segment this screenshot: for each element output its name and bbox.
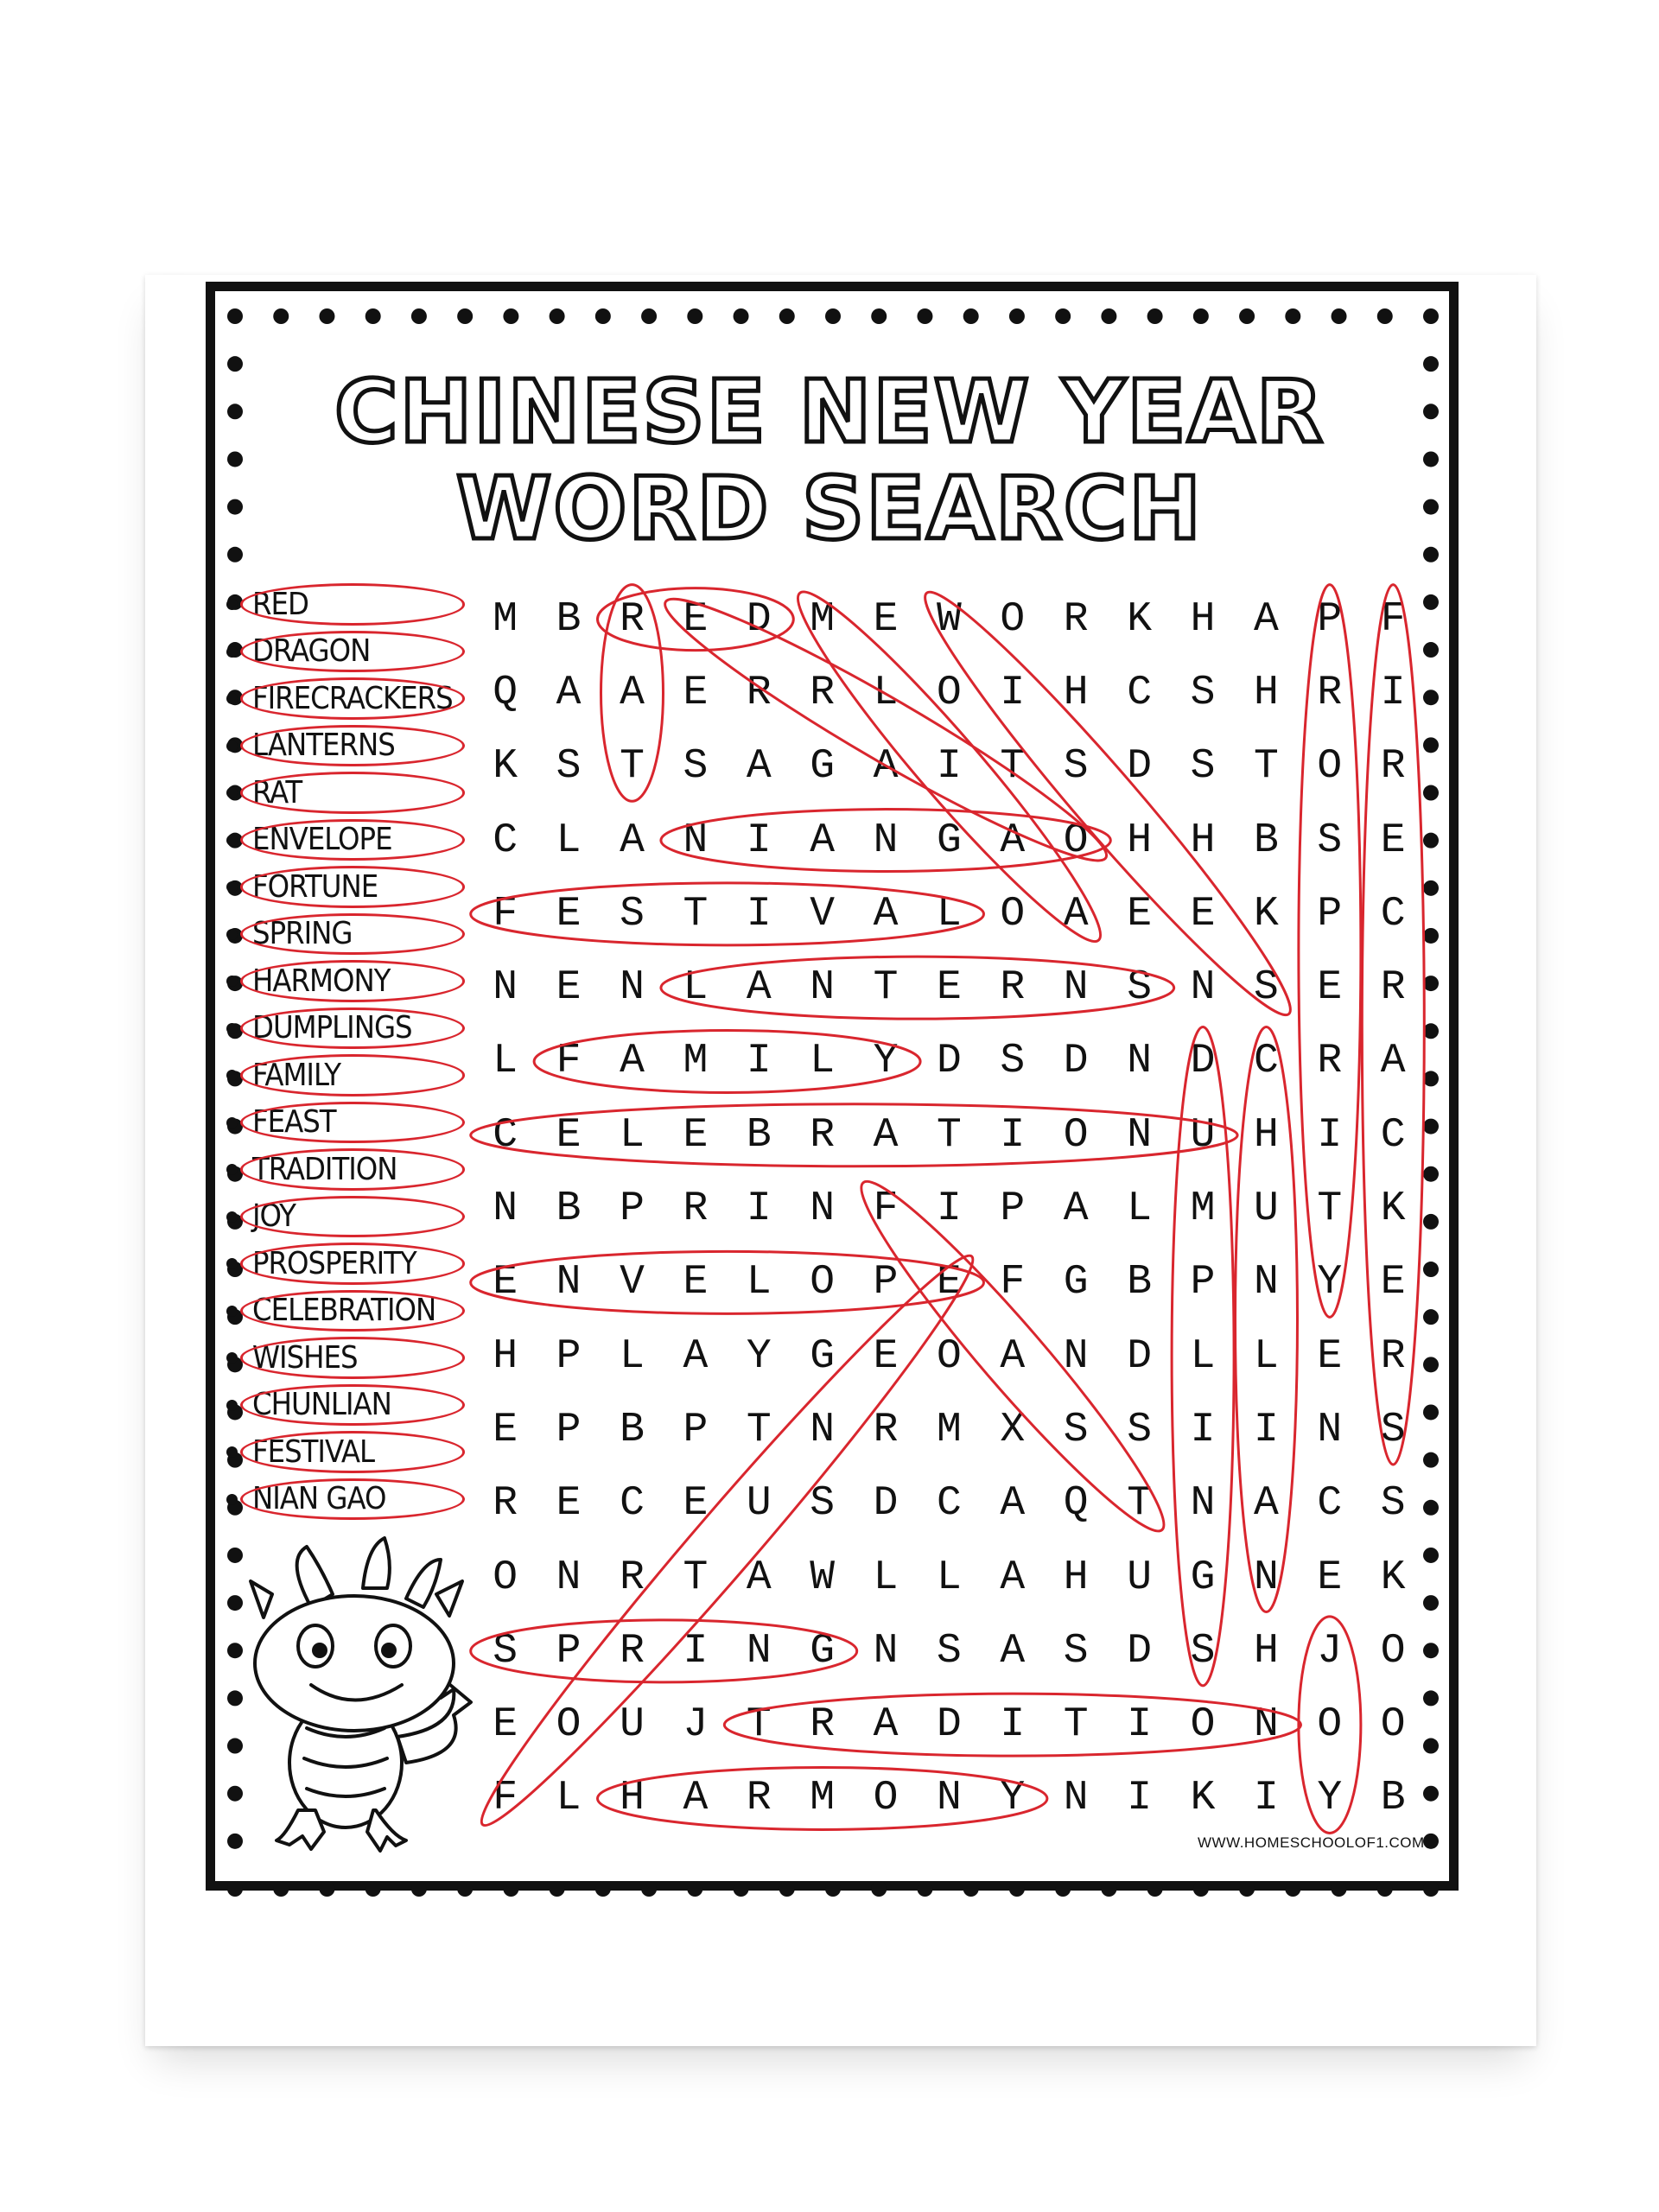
grid-letter: M [683,1038,709,1085]
grid-letter: S [1380,1406,1406,1453]
grid-letter: P [683,1406,709,1453]
grid-letter: A [1253,1480,1279,1528]
grid-letter: N [493,1185,518,1233]
grid-letter: T [937,1111,962,1159]
dragon-ear-right [436,1581,462,1616]
grid-letter: M [810,1775,836,1822]
grid-letter: L [746,1259,772,1306]
grid-letter: E [556,964,582,1012]
word-list-label: WISHES [252,1339,358,1376]
grid-letter: F [493,1775,518,1822]
grid-letter: R [620,1554,645,1601]
grid-letter: L [873,1554,899,1601]
grid-letter: H [1190,595,1216,643]
grid-letter: Y [746,1332,772,1380]
grid-letter: I [1253,1775,1279,1822]
grid-letter: I [1253,1406,1279,1453]
grid-letter: L [937,890,962,938]
word-list-label: FESTIVAL [252,1433,375,1470]
grid-letter: O [1317,743,1343,791]
grid-letter: R [620,1627,645,1675]
grid-letter: K [1190,1775,1216,1822]
grid-letter: O [556,1701,582,1749]
grid-letter: E [937,1259,962,1306]
grid-letter: D [1127,1332,1152,1380]
word-list-label: NIAN GAO [252,1481,386,1517]
grid-letter: H [1063,1554,1089,1601]
grid-letter: C [493,817,518,864]
grid-letter: Y [1317,1775,1343,1822]
grid-letter: E [1317,1554,1343,1601]
word-list-label: SPRING [252,916,353,952]
grid-letter: H [1253,1111,1279,1159]
grid-letter: N [810,964,836,1012]
word-list-label: LANTERNS [252,728,395,764]
grid-letter: H [1253,669,1279,716]
grid-letter: I [1000,669,1026,716]
grid-letter: I [1190,1406,1216,1453]
grid-letter: A [1000,1480,1026,1528]
grid-letter: G [937,817,962,864]
grid-letter: S [1190,1627,1216,1675]
grid-letter: M [493,595,518,643]
grid-letter: M [810,595,836,643]
word-list-label: FORTUNE [252,868,378,905]
grid-letter: N [1063,1775,1089,1822]
grid-letter: F [1000,1259,1026,1306]
grid-letter: E [683,1259,709,1306]
grid-letter: S [1063,1627,1089,1675]
grid-letter: T [1317,1185,1343,1233]
grid-letter: R [746,1775,772,1822]
grid-letter: S [810,1480,836,1528]
grid-letter: N [1127,1111,1152,1159]
grid-letter: I [746,1038,772,1085]
grid-letter: L [620,1111,645,1159]
grid-letter: R [810,669,836,716]
grid-letter: E [683,1480,709,1528]
word-list-label: TRADITION [252,1151,397,1187]
grid-letter: O [937,1332,962,1380]
grid-letter: T [746,1701,772,1749]
grid-letter: X [1000,1406,1026,1453]
dragon-right-horn [406,1560,441,1607]
grid-letter: E [873,1332,899,1380]
grid-letter: L [556,1775,582,1822]
grid-letter: D [937,1038,962,1085]
grid-letter: I [746,890,772,938]
grid-letter: B [1127,1259,1152,1306]
grid-letter: K [1380,1185,1406,1233]
grid-letter: A [1063,1185,1089,1233]
grid-letter: I [683,1627,709,1675]
grid-letter: N [810,1185,836,1233]
grid-letter: Q [493,669,518,716]
grid-letter: M [1190,1185,1216,1233]
grid-letter: O [1317,1701,1343,1749]
grid-letter: E [937,964,962,1012]
grid-letter: C [1317,1480,1343,1528]
grid-letter: O [1063,1111,1089,1159]
grid-letter: W [937,595,962,643]
dragon-right-foot [367,1810,406,1851]
grid-letter: D [937,1701,962,1749]
grid-letter: M [937,1406,962,1453]
grid-letter: R [1317,669,1343,716]
grid-letter: L [493,1038,518,1085]
grid-letter: E [556,890,582,938]
grid-letter: I [746,1185,772,1233]
word-list-label: FEAST [252,1104,336,1141]
grid-letter: C [1127,669,1152,716]
grid-letter: I [1380,669,1406,716]
grid-letter: F [873,1185,899,1233]
grid-letter: E [556,1111,582,1159]
grid-letter: I [1127,1775,1152,1822]
grid-letter: Y [1317,1259,1343,1306]
grid-letter: G [1190,1554,1216,1601]
grid-letter: R [1317,1038,1343,1085]
word-list-label: HARMONY [252,963,391,999]
grid-letter: U [1127,1554,1152,1601]
grid-letter: R [1063,595,1089,643]
grid-letter: E [1380,1259,1406,1306]
grid-letter: E [1380,817,1406,864]
grid-letter: G [1063,1259,1089,1306]
grid-letter: E [1317,1332,1343,1380]
word-list-label: PROSPERITY [252,1245,416,1281]
grid-letter: L [937,1554,962,1601]
grid-letter: T [620,743,645,791]
grid-letter: D [1190,1038,1216,1085]
dragon-middle-horn [363,1538,390,1588]
word-list-label: FIRECRACKERS [252,680,453,716]
grid-letter: C [620,1480,645,1528]
grid-letter: N [1317,1406,1343,1453]
grid-letter: I [937,743,962,791]
grid-letter: K [493,743,518,791]
grid-letter: O [493,1554,518,1601]
grid-letter: R [810,1701,836,1749]
grid-letter: S [1000,1038,1026,1085]
grid-letter: E [683,595,709,643]
grid-letter: O [810,1259,836,1306]
grid-letter: R [1380,964,1406,1012]
grid-letter: L [556,817,582,864]
grid-letter: N [873,817,899,864]
dragon-head [255,1596,454,1731]
grid-letter: I [1000,1111,1026,1159]
grid-letter: G [810,1627,836,1675]
grid-letter: T [746,1406,772,1453]
grid-letter: L [1127,1185,1152,1233]
grid-letter: P [1000,1185,1026,1233]
grid-letter: U [1190,1111,1216,1159]
grid-letter: R [620,595,645,643]
grid-letter: N [556,1554,582,1601]
grid-letter: N [1063,964,1089,1012]
grid-letter: S [493,1627,518,1675]
dragon-left-foot [276,1810,324,1849]
grid-letter: F [556,1038,582,1085]
grid-letter: R [1000,964,1026,1012]
grid-letter: N [683,817,709,864]
grid-letter: O [1000,595,1026,643]
grid-letter: T [683,1554,709,1601]
grid-letter: A [620,1038,645,1085]
grid-letter: O [937,669,962,716]
grid-letter: A [1000,1554,1026,1601]
title-line-1: CHINESE NEW YEAR [334,361,1325,462]
grid-letter: R [810,1111,836,1159]
grid-letter: P [556,1332,582,1380]
grid-letter: O [873,1775,899,1822]
grid-letter: A [746,964,772,1012]
grid-letter: Q [1063,1480,1089,1528]
grid-letter: A [1063,890,1089,938]
grid-letter: A [1000,1627,1026,1675]
grid-letter: B [556,595,582,643]
grid-letter: N [873,1627,899,1675]
grid-letter: I [937,1185,962,1233]
grid-letter: R [873,1406,899,1453]
grid-letter: P [1317,595,1343,643]
grid-letter: S [1190,669,1216,716]
grid-letter: S [937,1627,962,1675]
grid-letter: B [620,1406,645,1453]
grid-letter: E [493,1701,518,1749]
grid-letter: A [1380,1038,1406,1085]
grid-letter: L [620,1332,645,1380]
grid-letter: S [1253,964,1279,1012]
grid-letter: N [1063,1332,1089,1380]
grid-letter: O [1380,1701,1406,1749]
grid-letter: B [556,1185,582,1233]
grid-letter: O [1063,817,1089,864]
grid-letter: R [493,1480,518,1528]
dragon-ear-left [251,1581,272,1618]
grid-letter: R [746,669,772,716]
grid-letter: J [683,1701,709,1749]
grid-letter: E [873,595,899,643]
grid-letter: S [1380,1480,1406,1528]
grid-letter: P [1190,1259,1216,1306]
grid-letter: R [1380,1332,1406,1380]
grid-letter: P [873,1259,899,1306]
word-list-label: JOY [252,1198,296,1235]
grid-letter: I [1000,1701,1026,1749]
grid-letter: Y [1000,1775,1026,1822]
grid-letter: U [620,1701,645,1749]
word-list-label: CELEBRATION [252,1293,436,1329]
grid-letter: H [493,1332,518,1380]
grid-letter: O [1380,1627,1406,1675]
grid-letter: U [746,1480,772,1528]
grid-letter: O [1000,890,1026,938]
grid-letter: G [810,1332,836,1380]
grid-letter: B [746,1111,772,1159]
grid-letter: E [683,1111,709,1159]
grid-letter: T [1063,1701,1089,1749]
grid-letter: U [1253,1185,1279,1233]
grid-letter: F [493,890,518,938]
website-footer: WWW.HOMESCHOOLOF1.COM [1198,1834,1425,1851]
grid-letter: S [1063,743,1089,791]
grid-letter: A [683,1775,709,1822]
grid-letter: C [493,1111,518,1159]
grid-letter: B [1253,817,1279,864]
word-list-label: RED [252,586,308,622]
grid-letter: L [873,669,899,716]
word-list-label: ENVELOPE [252,822,392,858]
grid-letter: N [937,1775,962,1822]
grid-letter: F [1380,595,1406,643]
grid-letter: A [556,669,582,716]
grid-letter: S [1317,817,1343,864]
word-list-label: RAT [252,774,302,810]
grid-letter: T [1127,1480,1152,1528]
grid-letter: S [1127,1406,1152,1453]
grid-letter: A [810,817,836,864]
grid-letter: V [620,1259,645,1306]
grid-letter: N [1190,964,1216,1012]
grid-letter: N [746,1627,772,1675]
grid-letter: D [1127,743,1152,791]
grid-letter: I [746,817,772,864]
grid-letter: H [1127,817,1152,864]
grid-letter: E [556,1480,582,1528]
grid-letter: A [1253,595,1279,643]
grid-letter: L [1190,1332,1216,1380]
word-list-label: FAMILY [252,1057,340,1093]
title-line-2: WORD SEARCH [456,458,1203,559]
grid-letter: C [1253,1038,1279,1085]
grid-letter: P [556,1627,582,1675]
grid-letter: I [1317,1111,1343,1159]
grid-letter: L [1253,1332,1279,1380]
grid-letter: N [1190,1480,1216,1528]
grid-letter: C [937,1480,962,1528]
grid-letter: E [683,669,709,716]
grid-letter: E [1317,964,1343,1012]
grid-letter: A [873,890,899,938]
grid-letter: Y [873,1038,899,1085]
grid-letter: L [810,1038,836,1085]
grid-letter: A [873,1701,899,1749]
grid-letter: T [873,964,899,1012]
grid-letter: P [1317,890,1343,938]
grid-letter: R [683,1185,709,1233]
grid-letter: K [1253,890,1279,938]
grid-letter: E [1127,890,1152,938]
grid-letter: P [556,1406,582,1453]
grid-letter: S [683,743,709,791]
grid-letter: A [1000,1332,1026,1380]
grid-letter: E [493,1406,518,1453]
grid-letter: B [1380,1775,1406,1822]
grid-letter: A [746,743,772,791]
grid-letter: H [620,1775,645,1822]
grid-letter: N [620,964,645,1012]
word-list-label: CHUNLIAN [252,1387,391,1423]
grid-letter: R [1380,743,1406,791]
grid-letter: S [556,743,582,791]
grid-letter: C [1380,890,1406,938]
grid-letter: N [493,964,518,1012]
grid-letter: S [1127,964,1152,1012]
grid-letter: A [620,817,645,864]
grid-letter: O [1190,1701,1216,1749]
grid-letter: P [620,1185,645,1233]
grid-letter: L [683,964,709,1012]
grid-letter: K [1380,1554,1406,1601]
grid-letter: V [810,890,836,938]
grid-letter: D [1063,1038,1089,1085]
word-list-label: DRAGON [252,633,371,670]
grid-letter: N [1253,1554,1279,1601]
grid-letter: D [873,1480,899,1528]
grid-letter: J [1317,1627,1343,1675]
grid-letter: H [1190,817,1216,864]
grid-letter: H [1253,1627,1279,1675]
word-list-label: DUMPLINGS [252,1010,412,1046]
grid-letter: S [1190,743,1216,791]
grid-letter: N [1127,1038,1152,1085]
grid-letter: T [683,890,709,938]
grid-letter: W [810,1554,836,1601]
grid-letter: A [746,1554,772,1601]
grid-letter: I [1127,1701,1152,1749]
grid-letter: N [1253,1259,1279,1306]
grid-letter: D [746,595,772,643]
grid-letter: G [810,743,836,791]
grid-letter: N [1253,1701,1279,1749]
grid-letter: A [873,1111,899,1159]
grid-letter: D [1127,1627,1152,1675]
grid-letter: S [1063,1406,1089,1453]
grid-letter: T [1253,743,1279,791]
grid-letter: A [1000,817,1026,864]
grid-letter: E [1190,890,1216,938]
grid-letter: A [683,1332,709,1380]
grid-letter: A [873,743,899,791]
grid-letter: N [810,1406,836,1453]
grid-letter: A [620,669,645,716]
grid-letter: S [620,890,645,938]
grid-letter: C [1380,1111,1406,1159]
grid-letter: N [556,1259,582,1306]
grid-letter: E [493,1259,518,1306]
grid-letter: T [1000,743,1026,791]
grid-letter: H [1063,669,1089,716]
grid-letter: K [1127,595,1152,643]
